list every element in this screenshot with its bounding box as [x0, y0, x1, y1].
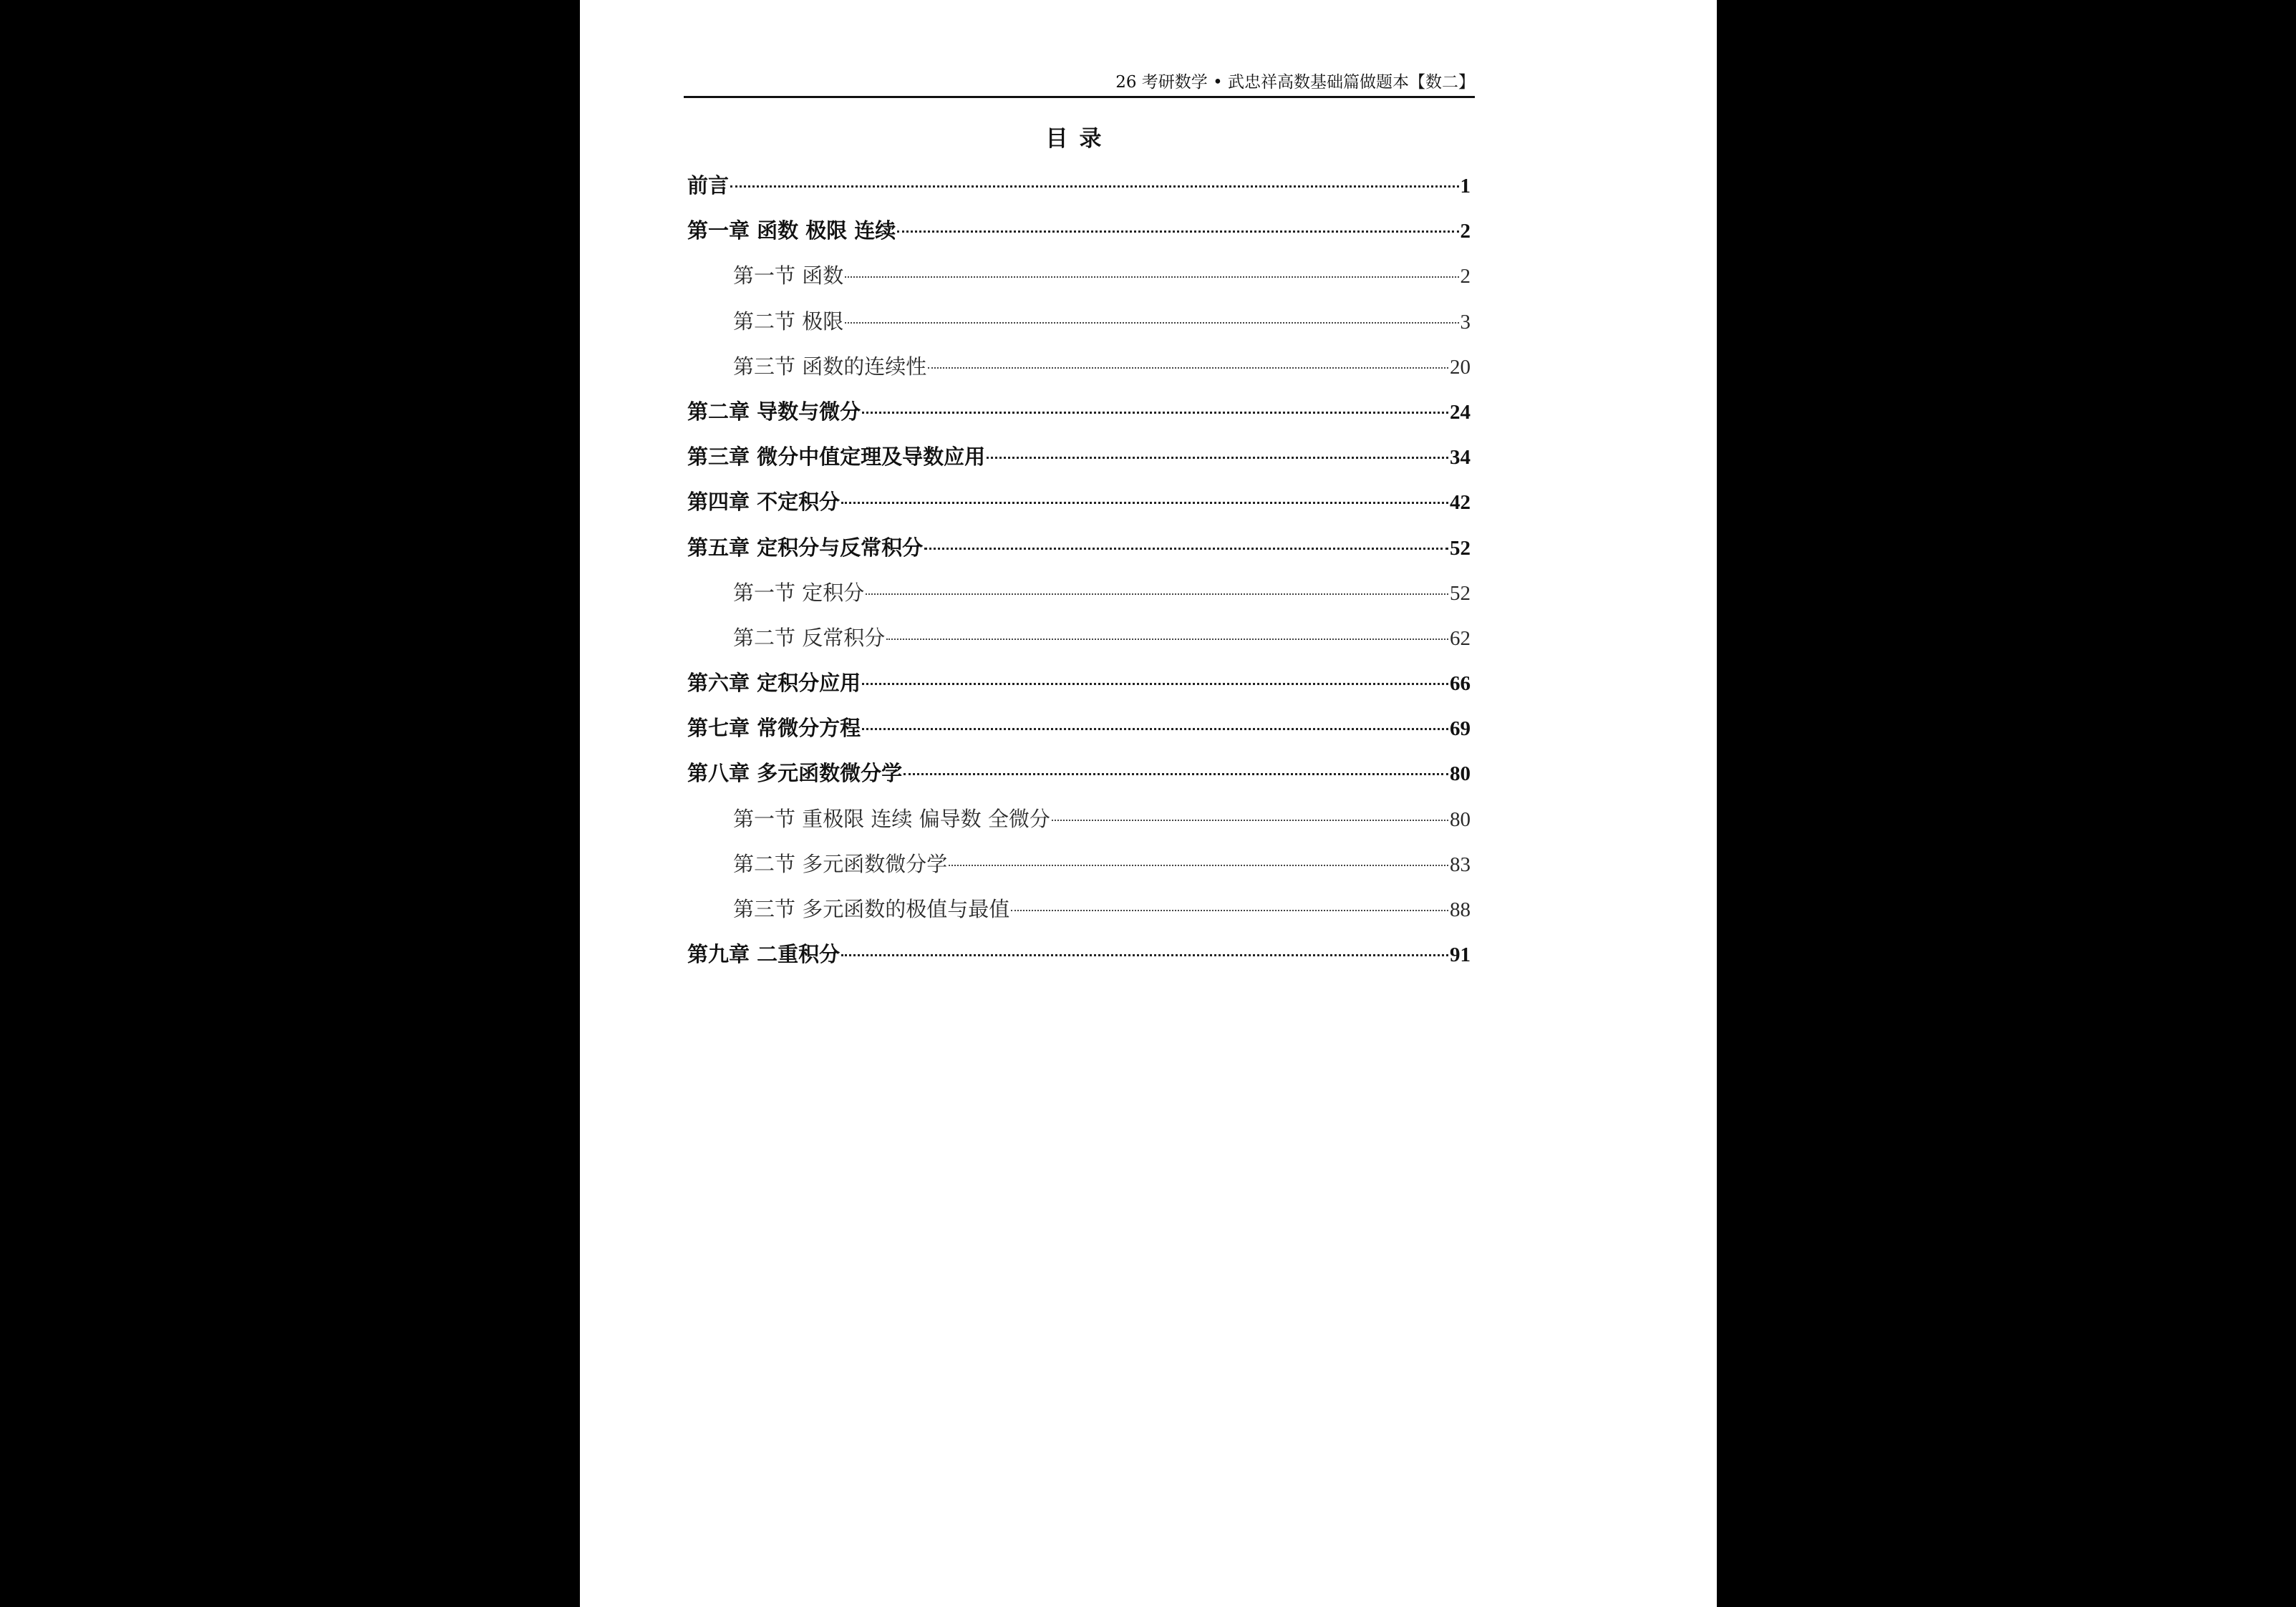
toc-entry-label: 第三章 微分中值定理及导数应用 [687, 445, 986, 470]
toc-page-number: 52 [1450, 581, 1471, 605]
toc-entry-label: 第九章 二重积分 [687, 942, 841, 967]
toc-section-entry[interactable] [687, 299, 1471, 344]
toc-dot-leader [862, 412, 1448, 414]
toc-dot-leader [866, 593, 1448, 595]
toc-page-number: 24 [1450, 400, 1471, 424]
toc-dot-leader [845, 276, 1458, 278]
toc-dot-leader [841, 502, 1448, 504]
toc-entry-label: 前言 [687, 173, 730, 198]
toc-entry-label: 第三节 多元函数的极值与最值 [733, 897, 1010, 921]
toc-dot-leader [1052, 820, 1448, 821]
toc-page-number: 34 [1450, 446, 1471, 470]
toc-page-number: 20 [1450, 355, 1471, 379]
toc-dot-leader [730, 185, 1458, 188]
toc-dot-leader [924, 548, 1448, 550]
toc-entry-label: 第二节 多元函数微分学 [733, 851, 948, 876]
toc-section-entry[interactable] [687, 616, 1471, 661]
toc-entry-label: 第一节 定积分 [733, 580, 865, 605]
toc-section-entry[interactable] [687, 887, 1471, 932]
toc-dot-leader [845, 322, 1458, 324]
toc-section-entry[interactable] [687, 344, 1471, 389]
toc-section-entry[interactable] [687, 842, 1471, 887]
toc-page-number: 52 [1450, 536, 1471, 560]
toc-entry-label: 第二章 导数与微分 [687, 399, 861, 424]
toc-section-entry[interactable] [687, 571, 1471, 616]
toc-dot-leader [841, 954, 1448, 956]
toc-entry-label: 第一节 重极限 连续 偏导数 全微分 [733, 806, 1050, 831]
toc-dot-leader [987, 457, 1448, 459]
toc-chapter-entry[interactable] [687, 480, 1471, 525]
toc-page-number: 2 [1460, 220, 1471, 243]
toc-entry-label: 第八章 多元函数微分学 [687, 761, 903, 786]
toc-title: 目录 [1045, 126, 1113, 152]
toc-dot-leader [862, 728, 1448, 730]
toc-dot-leader [862, 683, 1448, 685]
toc-dot-leader [928, 367, 1448, 369]
toc-page-number: 69 [1450, 717, 1471, 741]
toc-page-number: 80 [1450, 762, 1471, 786]
toc-page-number: 62 [1450, 626, 1471, 650]
toc-chapter-entry[interactable] [687, 661, 1471, 706]
toc-page-number: 3 [1460, 310, 1471, 334]
toc-entry-label: 第六章 定积分应用 [687, 671, 861, 696]
toc-dot-leader [949, 865, 1448, 866]
toc-entry-label: 第二节 反常积分 [733, 625, 886, 650]
toc-chapter-entry[interactable] [687, 706, 1471, 751]
toc-page-number: 2 [1460, 265, 1471, 288]
toc-entry-label: 第七章 常微分方程 [687, 716, 861, 741]
toc-chapter-entry[interactable] [687, 932, 1471, 977]
toc-entry-label: 第一章 函数 极限 连续 [687, 218, 896, 243]
toc-page-number: 80 [1450, 807, 1471, 831]
toc-page-number: 91 [1450, 943, 1471, 967]
toc-chapter-entry[interactable] [687, 751, 1471, 796]
toc-page-number: 66 [1450, 672, 1471, 696]
toc-dot-leader [904, 773, 1448, 775]
toc-chapter-entry[interactable] [687, 434, 1471, 480]
toc-chapter-entry[interactable] [687, 208, 1471, 253]
header-rule [684, 96, 1475, 98]
toc-page-number: 88 [1450, 898, 1471, 921]
toc-chapter-entry[interactable] [687, 525, 1471, 571]
toc-page-number: 42 [1450, 491, 1471, 515]
toc-dot-leader [897, 230, 1458, 233]
toc-dot-leader [886, 639, 1448, 640]
running-header: 26 考研数学 • 武忠祥高数基础篇做题本【数二】 [1115, 73, 1475, 92]
toc-chapter-entry[interactable] [687, 163, 1471, 208]
toc-page-number: 1 [1460, 175, 1471, 198]
toc-entry-label: 第四章 不定积分 [687, 490, 841, 515]
toc-entry-label: 第三节 函数的连续性 [733, 354, 927, 379]
toc-entry-label: 第一节 函数 [733, 263, 844, 288]
toc-page-number: 83 [1450, 853, 1471, 876]
toc-chapter-entry[interactable] [687, 389, 1471, 434]
toc-section-entry[interactable] [687, 797, 1471, 842]
toc-section-entry[interactable] [687, 253, 1471, 298]
toc-dot-leader [1011, 910, 1448, 911]
document-page [580, 0, 1717, 1607]
table-of-contents [687, 163, 1471, 977]
toc-entry-label: 第五章 定积分与反常积分 [687, 535, 924, 560]
toc-entry-label: 第二节 极限 [733, 309, 844, 334]
